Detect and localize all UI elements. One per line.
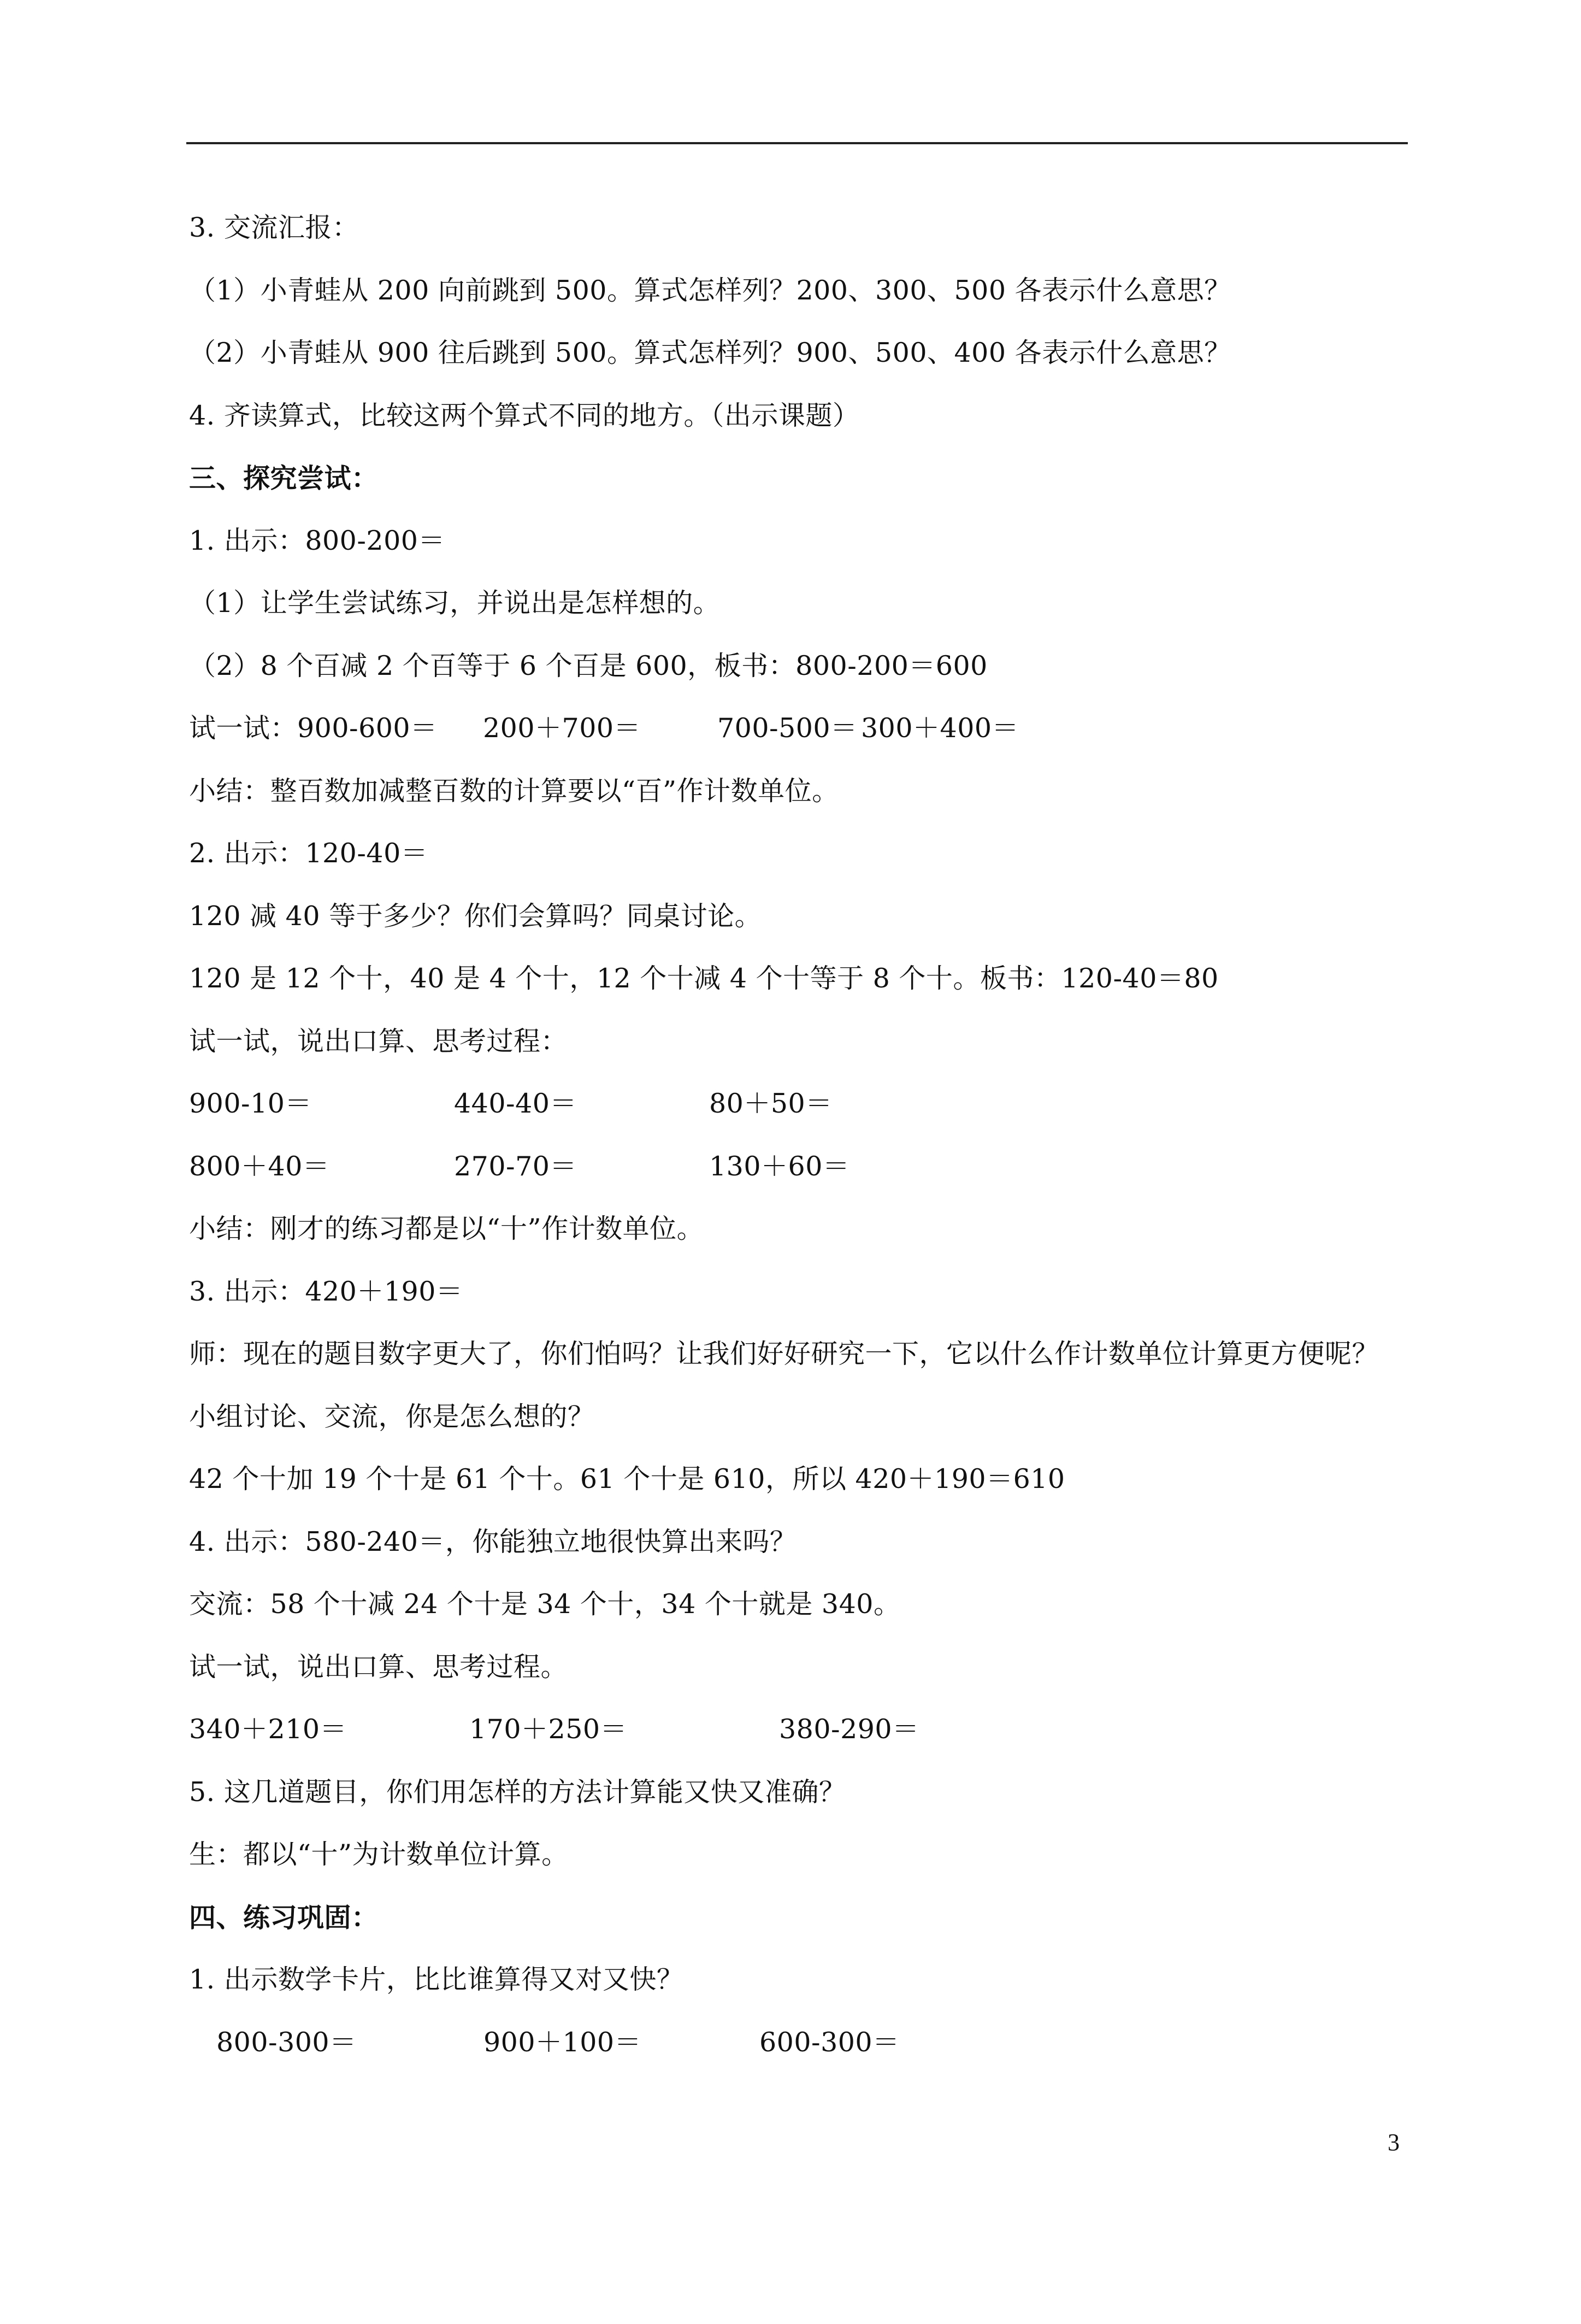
explore-1-show: 1. 出示：800-200＝	[189, 525, 445, 556]
explore-4-show: 4. 出示：580-240＝，你能独立地很快算出来吗？	[189, 1526, 797, 1557]
teacher-question: 师：现在的题目数字更大了，你们怕吗？让我们好好研究一下，它以什么作计数单位计算更方便呢？	[189, 1338, 1379, 1369]
exercise-cell: 380-290＝	[779, 1714, 919, 1745]
heading-practice: 四、练习巩固：	[189, 1901, 379, 1933]
exercise-cell: 270-70＝	[454, 1150, 577, 1182]
student-answer: 生：都以“十”为计数单位计算。	[189, 1839, 569, 1870]
heading-explore: 三、探究尝试：	[189, 462, 379, 494]
report-item-1: （1）小青蛙从 200 向前跳到 500。算式怎样列？200、300、500 各表示什么意思？	[189, 274, 1231, 306]
exercise-cell: 200＋700＝	[483, 713, 641, 744]
exercise-cell: 170＋250＝	[469, 1714, 628, 1745]
explore-1-item-1: （1）让学生尝试练习，并说出是怎样想的。	[189, 587, 721, 619]
page-number: 3	[1388, 2129, 1400, 2156]
summary-tens: 小结：刚才的练习都是以“十”作计数单位。	[189, 1213, 704, 1244]
document-body	[189, 197, 1413, 2074]
explore-4-exchange: 交流：58 个十减 24 个十是 34 个十，34 个十就是 340。	[189, 1588, 901, 1620]
try-it-instruction-2: 试一试，说出口算、思考过程。	[189, 1651, 568, 1682]
exercise-cell: 300＋400＝	[861, 713, 1019, 744]
explore-3-explanation: 42 个十加 19 个十是 61 个十。61 个十是 610，所以 420＋190＝610	[189, 1463, 1065, 1495]
explore-2-question: 120 减 40 等于多少？你们会算吗？同桌讨论。	[189, 900, 762, 932]
explore-2-explanation: 120 是 12 个十，40 是 4 个十，12 个十减 4 个十等于 8 个十。板书：120-40＝80	[189, 963, 1219, 994]
explore-3-show: 3. 出示：420＋190＝	[189, 1275, 463, 1307]
group-discussion: 小组讨论、交流，你是怎么想的？	[189, 1401, 595, 1432]
section-3-report: 3. 交流汇报：	[189, 212, 359, 243]
exercise-cell: 700-500＝	[717, 713, 858, 744]
try-it-row-2	[189, 1073, 1413, 1135]
explore-2-show: 2. 出示：120-40＝	[189, 838, 428, 869]
try-it-row-1	[189, 697, 1413, 760]
header-rule	[186, 142, 1408, 144]
exercise-cell: 900-10＝	[189, 1088, 312, 1119]
summary-hundreds: 小结：整百数加减整百数的计算要以“百”作计数单位。	[189, 775, 839, 807]
explore-5-question: 5. 这几道题目，你们用怎样的方法计算能又快又准确？	[189, 1776, 846, 1808]
step-4-read-aloud: 4. 齐读算式，比较这两个算式不同的地方。（出示课题）	[189, 399, 860, 431]
practice-row-1	[189, 2011, 1413, 2074]
exercise-cell: 80＋50＝	[709, 1088, 833, 1119]
explore-1-item-2: （2）8 个百减 2 个百等于 6 个百是 600，板书：800-200＝600	[189, 650, 988, 681]
try-it-row-4	[189, 1698, 1413, 1761]
exercise-cell: 800-300＝	[216, 2026, 357, 2058]
exercise-cell: 440-40＝	[454, 1088, 577, 1119]
exercise-cell: 340＋210＝	[189, 1714, 347, 1745]
practice-1-show: 1. 出示数学卡片，比比谁算得又对又快？	[189, 1964, 684, 1995]
exercise-cell: 600-300＝	[759, 2026, 900, 2058]
try-it-row-3	[189, 1135, 1413, 1198]
exercise-cell: 800＋40＝	[189, 1150, 330, 1182]
exercise-cell: 试一试：900-600＝	[189, 713, 438, 744]
exercise-cell: 130＋60＝	[709, 1150, 850, 1182]
try-it-instruction: 试一试，说出口算、思考过程：	[189, 1025, 568, 1057]
report-item-2: （2）小青蛙从 900 往后跳到 500。算式怎样列？900、500、400 各表示什么意思？	[189, 337, 1231, 368]
exercise-cell: 900＋100＝	[483, 2026, 642, 2058]
